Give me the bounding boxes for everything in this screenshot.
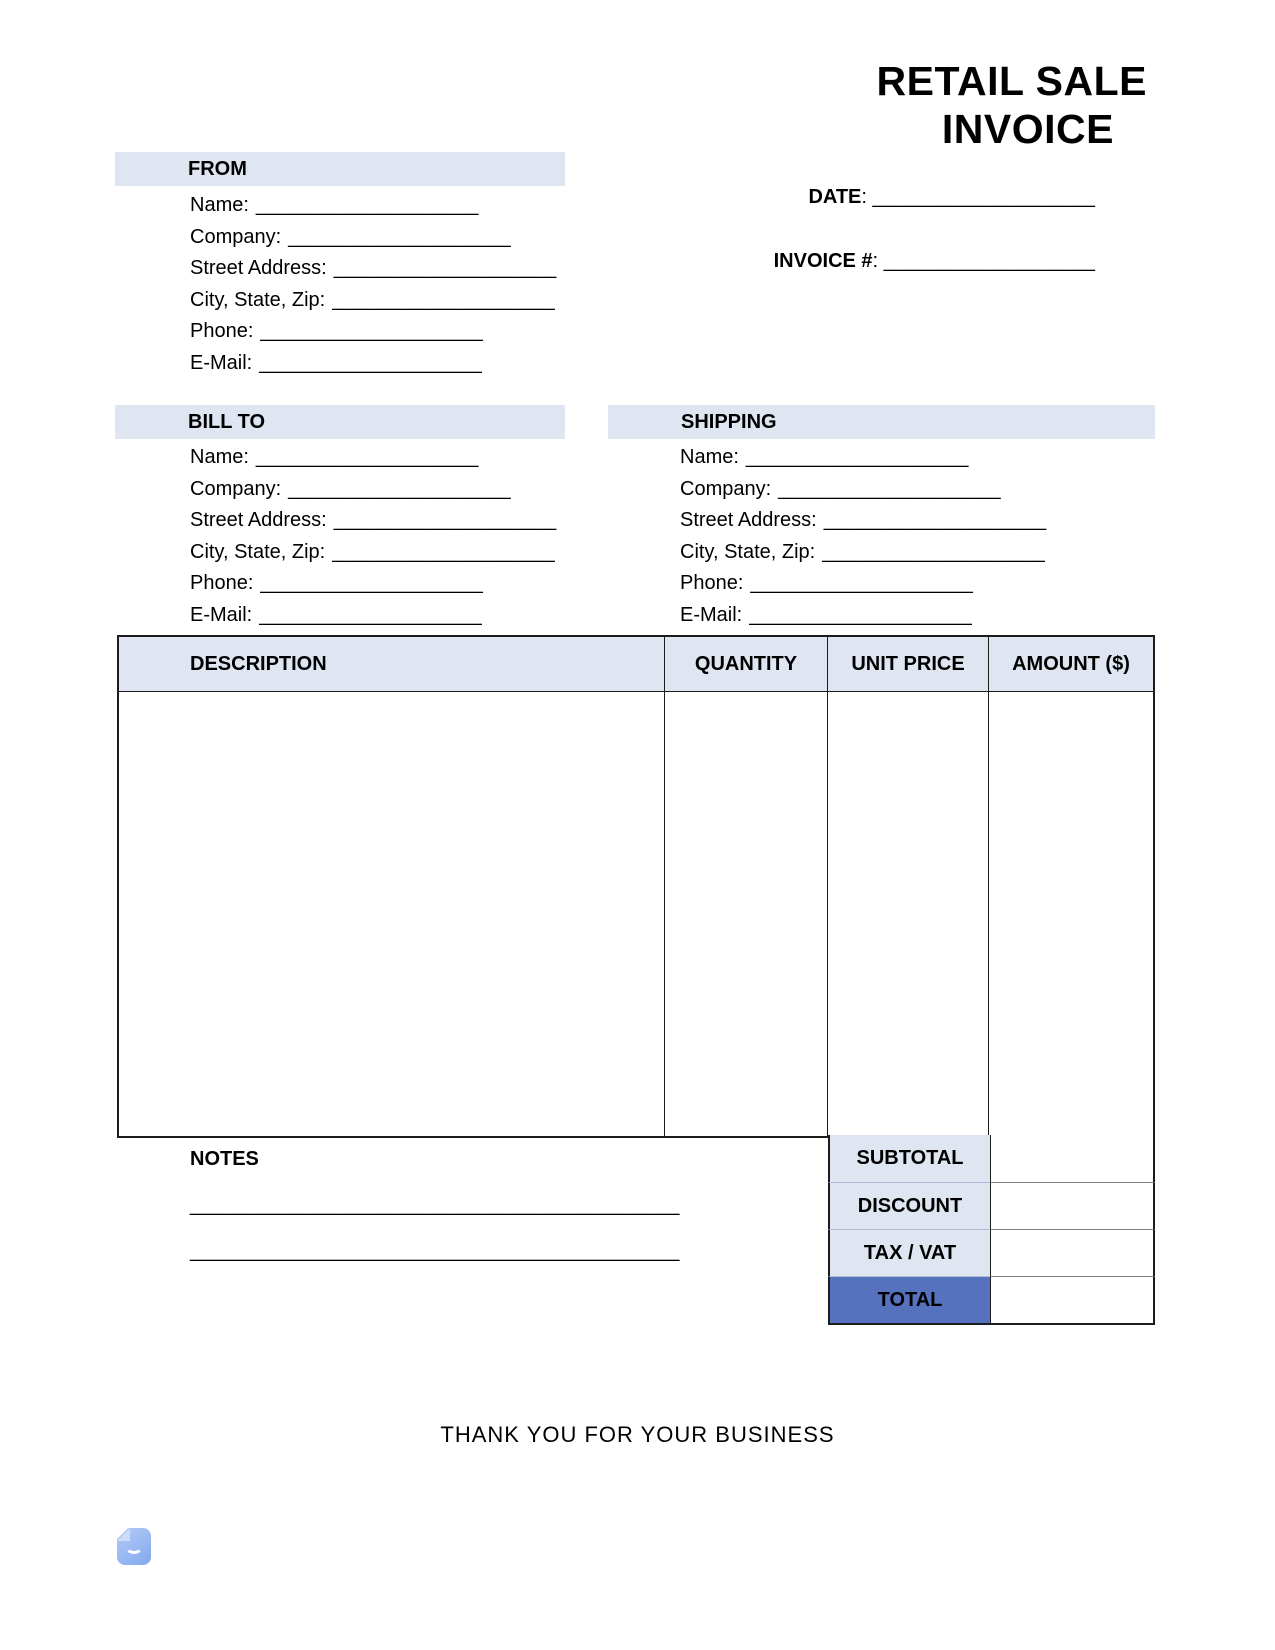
section-header-shipping	[608, 405, 1155, 439]
tax-vat-label: TAX / VAT	[828, 1229, 990, 1276]
title-line-1: RETAIL SALE	[876, 58, 1147, 104]
from-company-row	[190, 222, 556, 254]
shipping-city-blank-line[interactable]: ____________________	[822, 540, 1045, 563]
date-blank-line[interactable]: ____________________	[872, 186, 1095, 208]
total-row	[828, 1276, 1155, 1323]
shipping-name-blank-line[interactable]: ____________________	[745, 446, 969, 468]
description-cell[interactable]	[119, 692, 664, 1136]
shipping-street-blank-line[interactable]: ____________________	[823, 509, 1047, 531]
notes-header: NOTES	[190, 1148, 259, 1170]
bill-to-email-row	[190, 600, 556, 632]
date-row	[808, 186, 1095, 209]
notes-blank-line-2[interactable]: ____________________________________________	[190, 1240, 680, 1262]
title-line-2: INVOICE	[941, 106, 1114, 152]
bill-to-street-row	[190, 505, 556, 537]
page-title	[877, 57, 1148, 153]
from-street-blank-line[interactable]: ____________________	[333, 257, 557, 279]
shipping-email-blank-line[interactable]: ____________________	[749, 603, 972, 626]
bill-to-phone-blank-line[interactable]: ____________________	[260, 572, 483, 594]
field-label: Phone:	[190, 572, 254, 594]
invoice-number-blank-line[interactable]: ___________________	[883, 250, 1095, 272]
field-label: Company:	[190, 225, 282, 248]
date-label: DATE	[808, 186, 862, 208]
field-label: Company:	[190, 477, 282, 500]
invoice-separator: :	[872, 250, 884, 272]
bill-to-company-row	[190, 474, 556, 506]
shipping-company-blank-line[interactable]: ____________________	[778, 477, 1001, 500]
from-name-row	[190, 190, 556, 222]
amount-cell[interactable]	[988, 692, 1153, 1136]
bill-to-city-row	[190, 537, 556, 569]
field-label: Street Address:	[190, 509, 327, 531]
bill-to-name-row	[190, 442, 556, 474]
from-street-row	[190, 253, 556, 285]
logo-fold-corner	[117, 1528, 130, 1541]
field-label: Phone:	[190, 320, 254, 342]
bill-to-header-label: BILL TO	[188, 410, 266, 433]
field-label: E-Mail:	[190, 351, 253, 374]
total-label: TOTAL	[828, 1276, 990, 1323]
field-label: Name:	[190, 194, 249, 216]
quantity-cell[interactable]	[664, 692, 827, 1136]
tax-vat-value-cell[interactable]	[990, 1229, 1155, 1276]
shipping-phone-row	[680, 568, 1046, 600]
section-header-from	[115, 152, 565, 186]
bill-to-company-blank-line[interactable]: ____________________	[288, 477, 511, 500]
bill-to-city-blank-line[interactable]: ____________________	[332, 540, 555, 563]
field-label: City, State, Zip:	[190, 540, 326, 563]
field-label: Phone:	[680, 572, 744, 594]
field-label: E-Mail:	[680, 603, 743, 626]
bill-to-fields	[190, 442, 556, 631]
discount-label: DISCOUNT	[828, 1182, 990, 1229]
from-phone-row	[190, 316, 556, 348]
discount-value-cell[interactable]	[990, 1182, 1155, 1229]
shipping-company-row	[680, 474, 1046, 506]
shipping-city-row	[680, 537, 1046, 569]
tax-vat-row	[828, 1229, 1155, 1276]
subtotal-label: SUBTOTAL	[828, 1135, 990, 1182]
from-email-row	[190, 348, 556, 380]
field-label: City, State, Zip:	[680, 540, 816, 563]
shipping-street-row	[680, 505, 1046, 537]
field-label: Name:	[190, 446, 249, 468]
date-separator: :	[861, 186, 873, 208]
shipping-fields	[680, 442, 1046, 631]
column-header-description: DESCRIPTION	[190, 652, 327, 675]
shipping-phone-blank-line[interactable]: ____________________	[750, 572, 973, 594]
field-label: Company:	[680, 477, 772, 500]
shipping-name-row	[680, 442, 1046, 474]
thank-you-message: THANK YOU FOR YOUR BUSINESS	[440, 1422, 835, 1447]
field-label: Street Address:	[680, 509, 817, 531]
items-table	[117, 635, 1155, 1138]
shipping-email-row	[680, 600, 1046, 632]
total-value-cell[interactable]	[990, 1276, 1155, 1323]
field-label: E-Mail:	[190, 603, 253, 626]
shipping-header-label: SHIPPING	[681, 410, 777, 433]
from-city-row	[190, 285, 556, 317]
logo-smile	[125, 1539, 143, 1554]
bill-to-email-blank-line[interactable]: ____________________	[259, 603, 482, 626]
items-table-body	[119, 692, 1153, 1136]
column-header-amount: AMOUNT ($)	[988, 637, 1153, 691]
unit-price-cell[interactable]	[827, 692, 988, 1136]
column-header-quantity: QUANTITY	[664, 637, 827, 691]
from-fields	[190, 190, 556, 379]
bill-to-phone-row	[190, 568, 556, 600]
from-city-blank-line[interactable]: ____________________	[332, 288, 555, 311]
section-header-bill-to	[115, 405, 565, 439]
invoice-number-label: INVOICE #	[773, 250, 873, 272]
field-label: Street Address:	[190, 257, 327, 279]
totals-section	[828, 1135, 1155, 1325]
from-email-blank-line[interactable]: ____________________	[259, 351, 482, 374]
from-header-label: FROM	[188, 157, 247, 180]
column-header-unit-price: UNIT PRICE	[827, 637, 988, 691]
items-table-header-row	[119, 637, 1153, 692]
subtotal-row	[828, 1135, 1155, 1182]
subtotal-value-cell[interactable]	[990, 1135, 1155, 1182]
discount-row	[828, 1182, 1155, 1229]
bill-to-street-blank-line[interactable]: ____________________	[333, 509, 557, 531]
field-label: Name:	[680, 446, 739, 468]
from-phone-blank-line[interactable]: ____________________	[260, 320, 483, 342]
bill-to-name-blank-line[interactable]: ____________________	[255, 446, 479, 468]
invoice-number-row	[774, 250, 1095, 273]
field-label: City, State, Zip:	[190, 288, 326, 311]
smiling-document-icon	[117, 1528, 151, 1565]
from-name-blank-line[interactable]: ____________________	[255, 194, 479, 216]
notes-blank-line-1[interactable]: ____________________________________________	[190, 1194, 680, 1216]
from-company-blank-line[interactable]: ____________________	[288, 225, 511, 248]
